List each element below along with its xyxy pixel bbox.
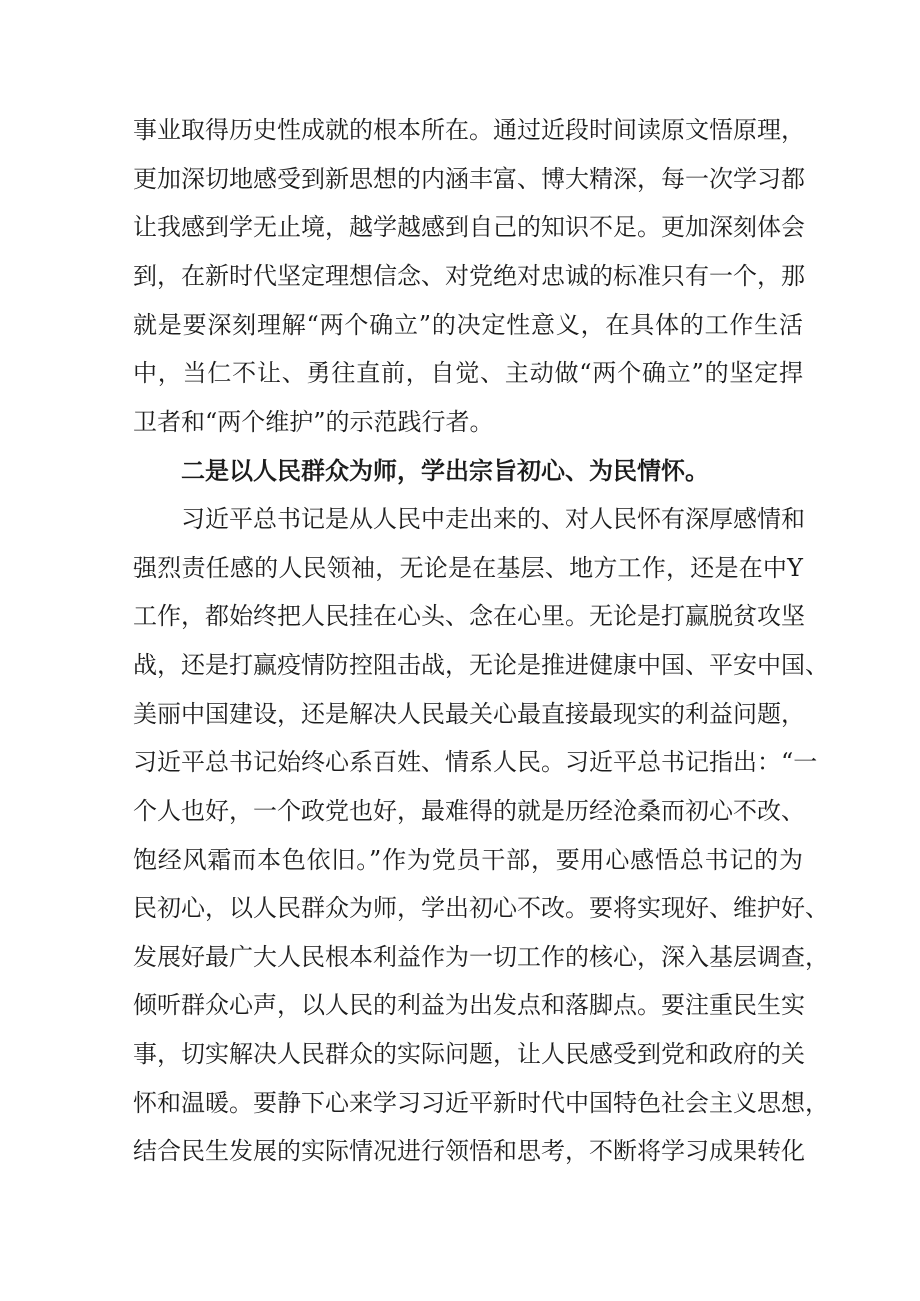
paragraph-line: 中，当仁不让、勇往直前，自觉、主动做“两个确立”的坚定捍	[133, 359, 803, 387]
paragraph-line: 战，还是打赢疫情防控阻击战，无论是推进健康中国、平安中国、	[133, 651, 829, 679]
paragraph-line: 事，切实解决人民群众的实际问题，让人民感受到党和政府的关	[133, 1040, 805, 1068]
paragraph-line: 饱经风霜而本色依旧。”作为党员干部，要用心感悟总书记的为	[133, 846, 803, 874]
paragraph-line: 倾听群众心声，以人民的利益为出发点和落脚点。要注重民生实	[133, 991, 805, 1019]
paragraph-line: 让我感到学无止境，越学越感到自己的知识不足。更加深刻体会	[133, 213, 805, 241]
paragraph-line: 习近平总书记始终心系百姓、情系人民。习近平总书记指出：“一	[133, 748, 818, 776]
paragraph-line: 发展好最广大人民根本利益作为一切工作的核心，深入基层调查，	[133, 943, 829, 971]
paragraph-line: 更加深切地感受到新思想的内涵丰富、博大精深，每一次学习都	[133, 165, 805, 193]
paragraph-line: 事业取得历史性成就的根本所在。通过近段时间读原文悟原理，	[133, 116, 805, 144]
paragraph-line: 到，在新时代坚定理想信念、对党绝对忠诚的标准只有一个，那	[133, 262, 805, 290]
paragraph-line: 民初心，以人民群众为师，学出初心不改。要将实现好、维护好、	[133, 894, 829, 922]
paragraph-line: 美丽中国建设，还是解决人民最关心最直接最现实的利益问题，	[133, 700, 805, 728]
section-heading: 二是以人民群众为师，学出宗旨初心、为民情怀。	[181, 456, 709, 485]
paragraph-line: 工作，都始终把人民挂在心头、念在心里。无论是打赢脱贫攻坚	[133, 602, 805, 630]
paragraph-line: 习近平总书记是从人民中走出来的、对人民怀有深厚感情和	[181, 505, 805, 533]
paragraph-line: 结合民生发展的实际情况进行领悟和思考，不断将学习成果转化	[133, 1137, 805, 1165]
paragraph-line: 强烈责任感的人民领袖，无论是在基层、地方工作，还是在中Y	[133, 554, 803, 582]
paragraph-line: 个人也好，一个政党也好，最难得的就是历经沧桑而初心不改、	[133, 797, 805, 825]
paragraph-line: 怀和温暖。要静下心来学习习近平新时代中国特色社会主义思想，	[133, 1089, 829, 1117]
paragraph-line: 卫者和“两个维护”的示范践行者。	[133, 408, 494, 436]
paragraph-line: 就是要深刻理解“两个确立”的决定性意义，在具体的工作生活	[133, 311, 803, 339]
